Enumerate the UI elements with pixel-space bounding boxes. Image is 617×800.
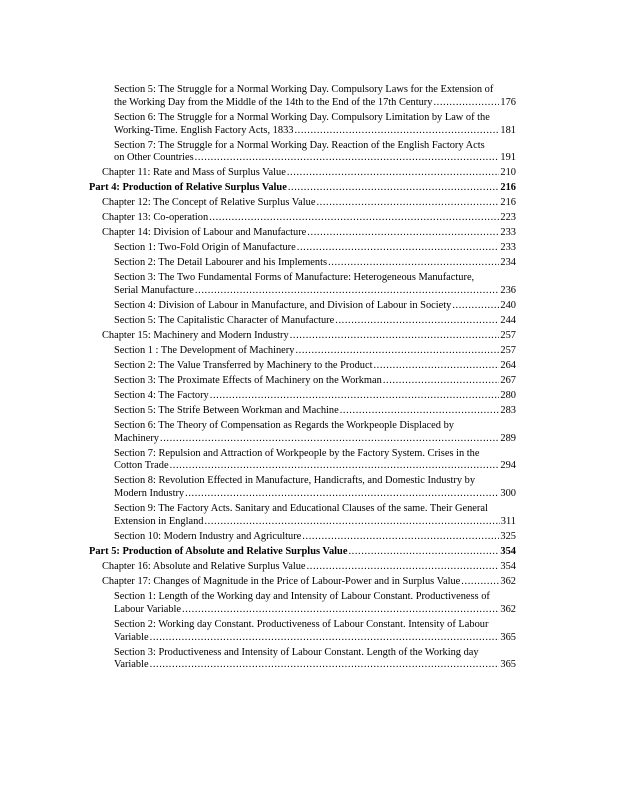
toc-entry[interactable] [0,300,617,313]
toc-entry[interactable] [0,140,617,166]
toc-entry[interactable] [0,112,617,138]
toc-entry-title: Chapter 13: Co-operation [102,212,209,224]
toc-entry-title: Chapter 12: The Concept of Relative Surplus Value [102,197,316,209]
toc-entry-title: Section 1: Two-Fold Origin of Manufacture [114,242,296,254]
dot-leader [335,315,499,328]
toc-page-number: 365 [500,631,516,643]
toc-entry-title: the Working Day from the Middle of the 14th to the End of the 17th Century [114,96,433,108]
dot-leader [307,561,500,574]
dot-leader [294,125,499,138]
toc-entry-title: Extension in England [114,516,204,528]
toc-page-number: 233 [500,227,516,239]
toc-entry-title: Chapter 17: Changes of Magnitude in the Price of Labour-Power and in Surplus Value [102,575,461,587]
toc-entry[interactable] [0,619,617,645]
toc-page-number: 289 [500,432,516,444]
toc-entry-title: Part 5: Production of Absolute and Relative Surplus Value [89,546,348,557]
toc-page-number: 191 [500,152,516,164]
toc-entry[interactable] [0,375,617,388]
dot-leader [150,659,500,672]
toc-entry-title: on Other Countries [114,152,194,164]
toc-page-number: 365 [500,659,516,671]
toc-page-number: 236 [500,285,516,297]
toc-entry-title-line: Section 7: The Struggle for a Normal Working Day. Reaction of the English Factory Acts [114,139,485,151]
toc-entry[interactable] [0,330,617,343]
toc-entry[interactable] [0,360,617,373]
dot-leader [297,242,500,255]
toc-entry[interactable] [0,576,617,589]
toc-entry[interactable] [0,227,617,240]
toc-entry[interactable] [0,503,617,529]
dot-leader [340,405,500,418]
dot-leader [170,460,500,473]
toc-page-number: 354 [500,560,516,572]
toc-entry[interactable] [0,212,617,225]
toc-page-number: 244 [500,315,516,326]
toc-page-number: 325 [500,531,516,543]
toc-entry[interactable] [0,182,617,195]
toc-entry[interactable] [0,315,617,328]
toc-entry[interactable] [0,546,617,559]
toc-entry-title: Chapter 14: Division of Labour and Manufacture [102,227,307,239]
toc-entry-title-line: Section 3: The Two Fundamental Forms of Manufacture: Heterogeneous Manufacture, [114,272,475,284]
dot-leader [160,433,499,446]
toc-page-number: 233 [500,242,516,254]
toc-page-number: 283 [500,404,516,416]
toc-entry[interactable] [0,257,617,270]
dot-leader [295,345,499,358]
toc-entry[interactable] [0,197,617,210]
table-of-contents [0,84,617,674]
toc-entry-title: Labour Variable [114,603,182,615]
toc-entry-title: Machinery [114,432,160,444]
toc-entry-title: Cotton Trade [114,460,169,472]
toc-page-number: 216 [500,182,516,194]
toc-entry[interactable] [0,475,617,501]
dot-leader [195,285,499,298]
toc-entry-title: Variable [114,631,149,643]
dot-leader [373,360,499,373]
toc-entry-title: Section 4: The Factory [114,389,209,401]
toc-entry-title: Section 10: Modern Industry and Agriculture [114,531,302,543]
toc-page-number: 257 [500,329,516,341]
dot-leader [287,167,500,180]
toc-entry-title: Section 2: The Detail Labourer and his Implements [114,257,328,269]
dot-leader [302,531,499,544]
toc-page-number: 280 [500,389,516,401]
toc-page-number: 223 [500,212,516,224]
dot-leader [461,576,499,589]
toc-entry-title-line: Section 7: Repulsion and Attraction of Workpeople by the Factory System. Crises in the [114,447,480,459]
toc-page-number: 257 [500,344,516,356]
dot-leader [328,257,499,270]
toc-entry[interactable] [0,531,617,544]
toc-entry[interactable] [0,420,617,446]
toc-page-number: 181 [500,124,516,136]
dot-leader [204,516,499,529]
toc-entry[interactable] [0,448,617,474]
toc-entry-title: Working-Time. English Factory Acts, 1833 [114,124,294,136]
dot-leader [195,152,500,165]
toc-entry[interactable] [0,390,617,403]
dot-leader [316,197,499,210]
toc-entry-title-line: Section 6: The Theory of Compensation as Regards the Workpeople Displaced by [114,419,454,431]
toc-page-number: 216 [500,197,516,209]
toc-entry-title: Modern Industry [114,488,185,500]
toc-page-number: 210 [500,167,516,179]
toc-entry-title-line: Section 2: Working day Constant. Productiveness of Labour Constant. Intensity of Labour [114,618,489,630]
toc-entry-title: Section 2: The Value Transferred by Machinery to the Product [114,359,373,371]
dot-leader [290,330,500,343]
dot-leader [288,182,500,195]
toc-page-number: 294 [500,460,516,472]
dot-leader [383,375,500,388]
toc-entry[interactable] [0,242,617,255]
toc-entry[interactable] [0,647,617,673]
toc-entry-title: Section 3: The Proximate Effects of Machinery on the Workman [114,374,382,386]
toc-entry-title: Variable [114,659,149,671]
toc-page-number: 362 [500,603,516,615]
toc-page-number: 240 [500,300,516,312]
toc-entry-title: Chapter 15: Machinery and Modern Industry [102,329,289,341]
dot-leader [210,390,500,403]
toc-entry[interactable] [0,167,617,180]
toc-entry-title: Section 5: The Capitalistic Character of Manufacture [114,315,335,326]
toc-page-number: 234 [500,257,516,269]
toc-entry-title: Section 4: Division of Labour in Manufacture, and Division of Labour in Society [114,300,452,312]
toc-entry-title: Serial Manufacture [114,285,194,297]
dot-leader [433,97,499,110]
dot-leader [348,546,499,559]
toc-entry-title-line: Section 1: Length of the Working day and Intensity of Labour Constant. Productiveness of [114,590,490,602]
dot-leader [452,300,499,313]
toc-entry-title-line: Section 3: Productiveness and Intensity of Labour Constant. Length of the Working day [114,646,479,658]
toc-entry[interactable] [0,345,617,358]
dot-leader [150,632,500,645]
toc-entry-title: Part 4: Production of Relative Surplus Value [89,182,287,194]
toc-entry[interactable] [0,272,617,298]
dot-leader [209,212,499,225]
toc-entry-title: Chapter 11: Rate and Mass of Surplus Value [102,167,286,179]
dot-leader [307,227,499,240]
toc-page-number: 311 [500,516,516,528]
toc-page-number: 264 [500,359,516,371]
toc-entry-title: Chapter 16: Absolute and Relative Surplus Value [102,560,306,572]
dot-leader [185,488,499,501]
toc-page-number: 362 [500,575,516,587]
toc-entry-title-line: Section 6: The Struggle for a Normal Working Day. Compulsory Limitation by Law of the [114,111,490,123]
toc-page-number: 267 [500,374,516,386]
toc-entry-title-line: Section 9: The Factory Acts. Sanitary and Educational Clauses of the same. Their General [114,503,488,515]
toc-entry-title: Section 1 : The Development of Machinery [114,344,295,356]
toc-entry-title-line: Section 5: The Struggle for a Normal Working Day. Compulsory Laws for the Extension of [114,84,494,95]
toc-entry[interactable] [0,405,617,418]
toc-entry-title-line: Section 8: Revolution Effected in Manufacture, Handicrafts, and Domestic Industry by [114,475,476,487]
dot-leader [182,604,499,617]
toc-entry[interactable] [0,591,617,617]
toc-entry-title: Section 5: The Strife Between Workman and Machine [114,404,339,416]
toc-page-number: 300 [500,488,516,500]
toc-page-number: 176 [500,96,516,108]
toc-entry[interactable] [0,84,617,110]
toc-entry[interactable] [0,561,617,574]
toc-page-number: 354 [500,546,516,557]
